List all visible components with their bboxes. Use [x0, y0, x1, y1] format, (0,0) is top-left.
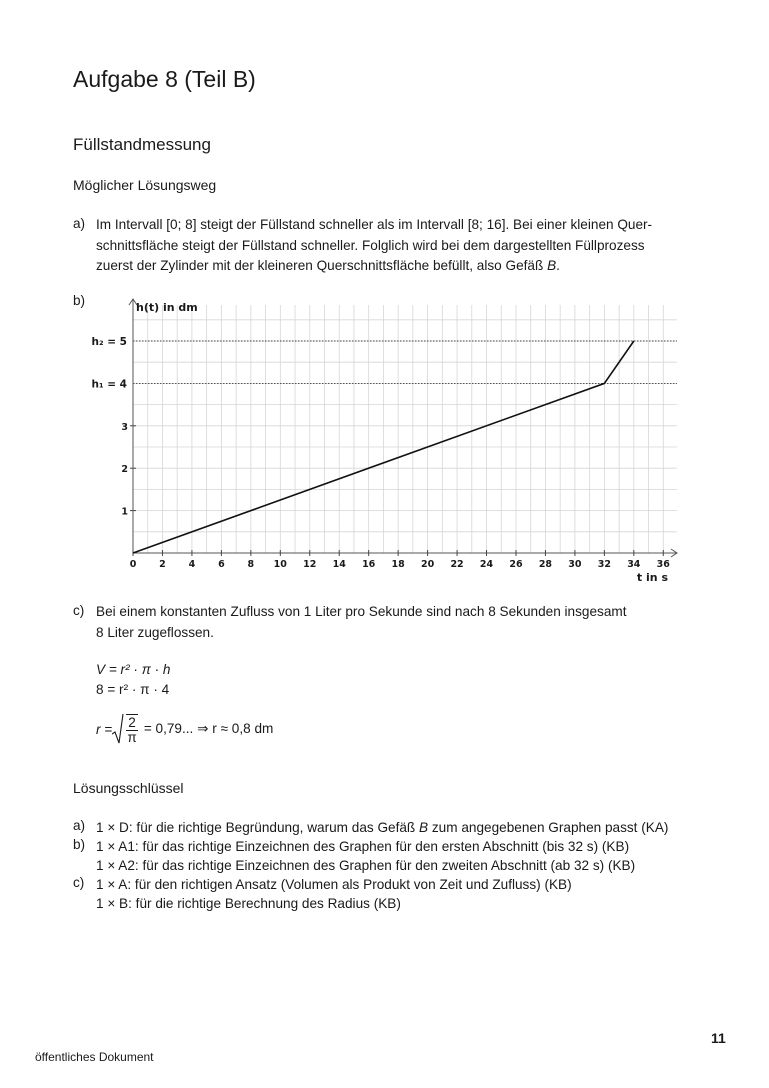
x-axis-label: t in s	[636, 571, 668, 584]
x-tick-label: 20	[420, 559, 435, 570]
reference-label-h2: h₂ = 5	[91, 336, 127, 348]
reference-label-h1: h₁ = 4	[91, 378, 127, 391]
key-item-1: 1 × D: für die richtige Begründung, warum das Gefäß B zum angegebenen Graphen passt (KA)	[96, 820, 669, 835]
eq3-denominator: π	[127, 729, 137, 745]
x-tick-label: 36	[656, 559, 670, 570]
x-tick-label: 8	[247, 559, 255, 570]
key-c-marker: c)	[73, 875, 85, 890]
x-tick-label: 0	[129, 559, 137, 570]
key-item-4: 1 × A: für den richtigen Ansatz (Volumen als Produkt von Zeit und Zufluss) (KB)	[96, 877, 572, 892]
section-title: Füllstandmessung	[73, 135, 211, 154]
x-tick-label: 4	[188, 559, 196, 570]
x-tick-label: 30	[568, 559, 582, 570]
part-c-marker: c)	[73, 603, 85, 618]
eq3-numerator: 2	[128, 714, 136, 730]
key-b-marker: b)	[73, 837, 86, 852]
key-a-marker: a)	[73, 818, 86, 833]
y-axis-label: h(t) in dm	[136, 301, 198, 314]
part-a-line-2: schnittsfläche steigt der Füllstand schneller. Folglich wird bei dem dargestellten Füllprozess	[96, 237, 645, 253]
part-a-line-3: zuerst der Zylinder mit der kleineren Querschnittsfläche befüllt, also Gefäß B.	[96, 258, 560, 273]
page-number: 11	[711, 1030, 726, 1046]
sqrt-sign-icon	[112, 712, 124, 746]
x-tick-label: 34	[627, 559, 641, 570]
part-c-line-1: Bei einem konstanten Zufluss von 1 Liter pro Sekunde sind nach 8 Sekunden insgesamt	[96, 604, 627, 619]
y-tick-label: 2	[121, 464, 128, 476]
part-c-text	[96, 602, 716, 643]
part-a-line-1: Im Intervall [0; 8] steigt der Füllstand schneller als im Intervall [8; 16]. Bei einer kleinen Quer-	[96, 217, 653, 232]
eq3-lhs: r =	[96, 721, 113, 737]
x-tick-label: 32	[597, 559, 611, 570]
x-tick-label: 28	[538, 559, 553, 570]
equation-1: V = r² · π · h	[96, 662, 171, 677]
part-a-marker: a)	[73, 216, 86, 231]
key-item-5: 1 × B: für die richtige Berechnung des Radius (KB)	[96, 896, 401, 911]
x-tick-label: 18	[391, 559, 405, 570]
part-b-marker: b)	[73, 293, 86, 308]
eq3-rhs: = 0,79... ⇒ r ≈ 0,8 dm	[143, 721, 274, 736]
key-item-3: 1 × A2: für das richtige Einzeichnen des Graphen für den zweiten Abschnitt (ab 32 s) (KB)	[96, 858, 636, 873]
page-title: Aufgabe 8 (Teil B)	[73, 66, 256, 92]
x-tick-label: 6	[218, 559, 225, 570]
key-item-2: 1 × A1: für das richtige Einzeichnen des Graphen für den ersten Abschnitt (bis 32 s) (KB)	[96, 839, 630, 854]
x-tick-label: 26	[509, 559, 523, 570]
x-tick-label: 12	[303, 559, 317, 570]
footer-text: öffentliches Dokument	[35, 1050, 154, 1064]
y-tick-label: 3	[121, 421, 128, 433]
x-tick-label: 14	[332, 559, 346, 570]
equation-3	[96, 712, 273, 746]
key-label: Lösungsschlüssel	[73, 780, 184, 796]
y-tick-label: 1	[121, 506, 128, 518]
x-tick-label: 2	[159, 559, 166, 570]
sqrt-expression	[112, 712, 140, 746]
x-tick-label: 16	[362, 559, 376, 570]
x-tick-label: 24	[479, 559, 494, 570]
part-c-line-2: 8 Liter zugeflossen.	[96, 624, 214, 640]
x-tick-label: 22	[450, 559, 464, 570]
solution-label: Möglicher Lösungsweg	[73, 177, 217, 193]
x-tick-label: 10	[273, 559, 287, 570]
equation-2: 8 = r² · π · 4	[96, 682, 170, 697]
